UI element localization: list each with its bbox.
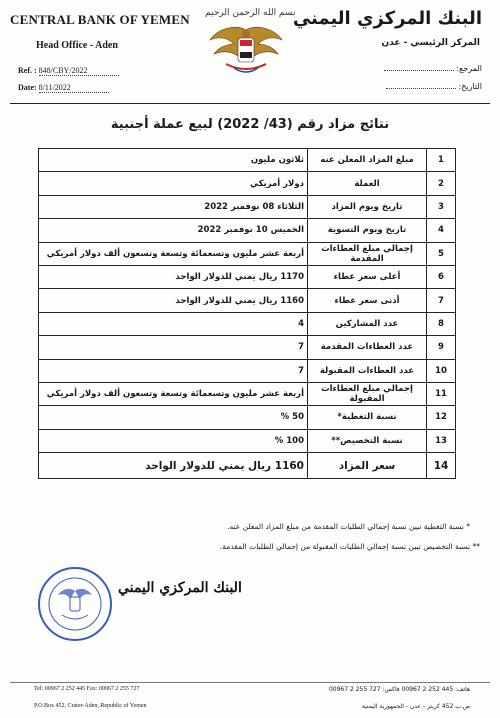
table-row — [39, 312, 456, 335]
row-value: 1160 ريال يمني للدولار الواحد — [39, 453, 308, 479]
row-label: إجمالي مبلغ العطاءات المقدمة — [308, 242, 427, 265]
row-value: 4 — [39, 312, 308, 335]
ref-label: Ref. : — [18, 66, 37, 75]
row-label: إجمالي مبلغ العطاءات المقبولة — [308, 382, 427, 405]
row-label: أعلى سعر عطاء — [308, 265, 427, 288]
date-line — [18, 83, 109, 93]
footnote-coverage: * نسبة التغطية تبين نسبة إجمالي الطلبات المقدمة من مبلغ المزاد المعلن عنه. — [227, 522, 470, 531]
date-value: 8/11/2022 — [39, 83, 109, 93]
row-value: 50 % — [39, 406, 308, 429]
office-name-en: Head Office - Aden — [36, 40, 118, 51]
row-number: 9 — [427, 336, 456, 359]
row-label: أدنى سعر عطاء — [308, 289, 427, 312]
table-row — [39, 172, 456, 195]
row-value: أربعة عشر مليون وتسعمائة وتسعة وتسعون ألف دولار أمريكي — [39, 242, 308, 265]
ar-date-dots — [386, 88, 456, 89]
table-row — [39, 406, 456, 429]
row-value: 1160 ريال يمني للدولار الواحد — [39, 289, 308, 312]
row-number: 4 — [427, 219, 456, 242]
footnote-allocation: ** نسبة التخصيص تبين نسبة إجمالي الطلبات المقبولة من إجمالي الطلبات المقدمة. — [219, 542, 480, 551]
ar-ref-dots — [384, 70, 454, 71]
row-number: 11 — [427, 382, 456, 405]
row-label: تاريخ ويوم المزاد — [308, 195, 427, 218]
row-value: 7 — [39, 359, 308, 382]
row-number: 14 — [427, 453, 456, 479]
table-row — [39, 149, 456, 172]
footer-address-ar: ص.ب 452 كريتر - عدن - الجمهورية اليمنية — [361, 703, 470, 710]
footer-divider — [10, 682, 490, 683]
bank-stamp-icon — [36, 565, 114, 643]
table-row — [39, 336, 456, 359]
ar-date-label: التاريخ: — [458, 82, 482, 91]
row-number: 2 — [427, 172, 456, 195]
ar-date-line — [386, 82, 482, 91]
row-label: مبلغ المزاد المعلن عنه — [308, 149, 427, 172]
row-number: 10 — [427, 359, 456, 382]
row-value: 100 % — [39, 429, 308, 452]
ar-ref-label: المرجع: — [456, 64, 482, 73]
auction-results-table — [38, 148, 456, 479]
ar-ref-line — [384, 64, 482, 73]
row-label: نسبة التخصيص** — [308, 429, 427, 452]
bank-name-ar: البنك المركزي اليمني — [292, 8, 482, 29]
row-label: عدد العطاءات المقبولة — [308, 359, 427, 382]
row-number: 13 — [427, 429, 456, 452]
document-title: نتائج مزاد رقم (43/ 2022) لبيع عملة أجنبية — [110, 117, 390, 132]
row-label: عدد العطاءات المقدمة — [308, 336, 427, 359]
row-value: دولار أمريكي — [39, 172, 308, 195]
row-label: نسبة التغطية* — [308, 406, 427, 429]
row-label: العملة — [308, 172, 427, 195]
row-number: 1 — [427, 149, 456, 172]
table-row — [39, 453, 456, 479]
row-label: تاريخ ويوم التسوية — [308, 219, 427, 242]
results-table-body — [39, 149, 456, 479]
table-row — [39, 289, 456, 312]
date-label: Date: — [18, 83, 37, 92]
signature: البنك المركزي اليمني — [118, 580, 242, 596]
basmala: بسم الله الرحمن الرحيم — [205, 8, 296, 18]
row-label: عدد المشاركين — [308, 312, 427, 335]
row-value: 7 — [39, 336, 308, 359]
ref-line — [18, 66, 119, 76]
table-row — [39, 382, 456, 405]
table-row — [39, 195, 456, 218]
row-value: أربعة عشر مليون وتسعمائة وتسعة وتسعون ألف دولار أمريكي — [39, 382, 308, 405]
table-row — [39, 242, 456, 265]
row-number: 6 — [427, 265, 456, 288]
row-number: 7 — [427, 289, 456, 312]
header-divider — [10, 103, 490, 104]
yemen-emblem-icon — [206, 22, 286, 80]
footer-address-en: P.O.Box 452, Crater-Aden, Republic of Yemen — [34, 703, 147, 709]
table-row — [39, 429, 456, 452]
bank-name-en: CENTRAL BANK OF YEMEN — [10, 12, 190, 27]
table-row — [39, 265, 456, 288]
table-row — [39, 359, 456, 382]
row-number: 5 — [427, 242, 456, 265]
row-value: ثلاثون مليون — [39, 149, 308, 172]
footer-contact-en: Tel: 00967 2 252 445 Fax: 00967 2 255 727 — [34, 686, 140, 692]
row-label: سعر المزاد — [308, 453, 427, 479]
office-name-ar: المركز الرئيسي - عدن — [381, 38, 480, 48]
footer-contact-ar: هاتف: 445 252 2 00967 فاكس: 727 255 2 00967 — [328, 686, 470, 693]
row-number: 12 — [427, 406, 456, 429]
ref-value: 848/CBY/2022 — [39, 66, 119, 76]
row-value: 1170 ريال يمني للدولار الواحد — [39, 265, 308, 288]
table-row — [39, 219, 456, 242]
row-value: الثلاثاء 08 نوفمبر 2022 — [39, 195, 308, 218]
row-number: 8 — [427, 312, 456, 335]
row-value: الخميس 10 نوفمبر 2022 — [39, 219, 308, 242]
row-number: 3 — [427, 195, 456, 218]
